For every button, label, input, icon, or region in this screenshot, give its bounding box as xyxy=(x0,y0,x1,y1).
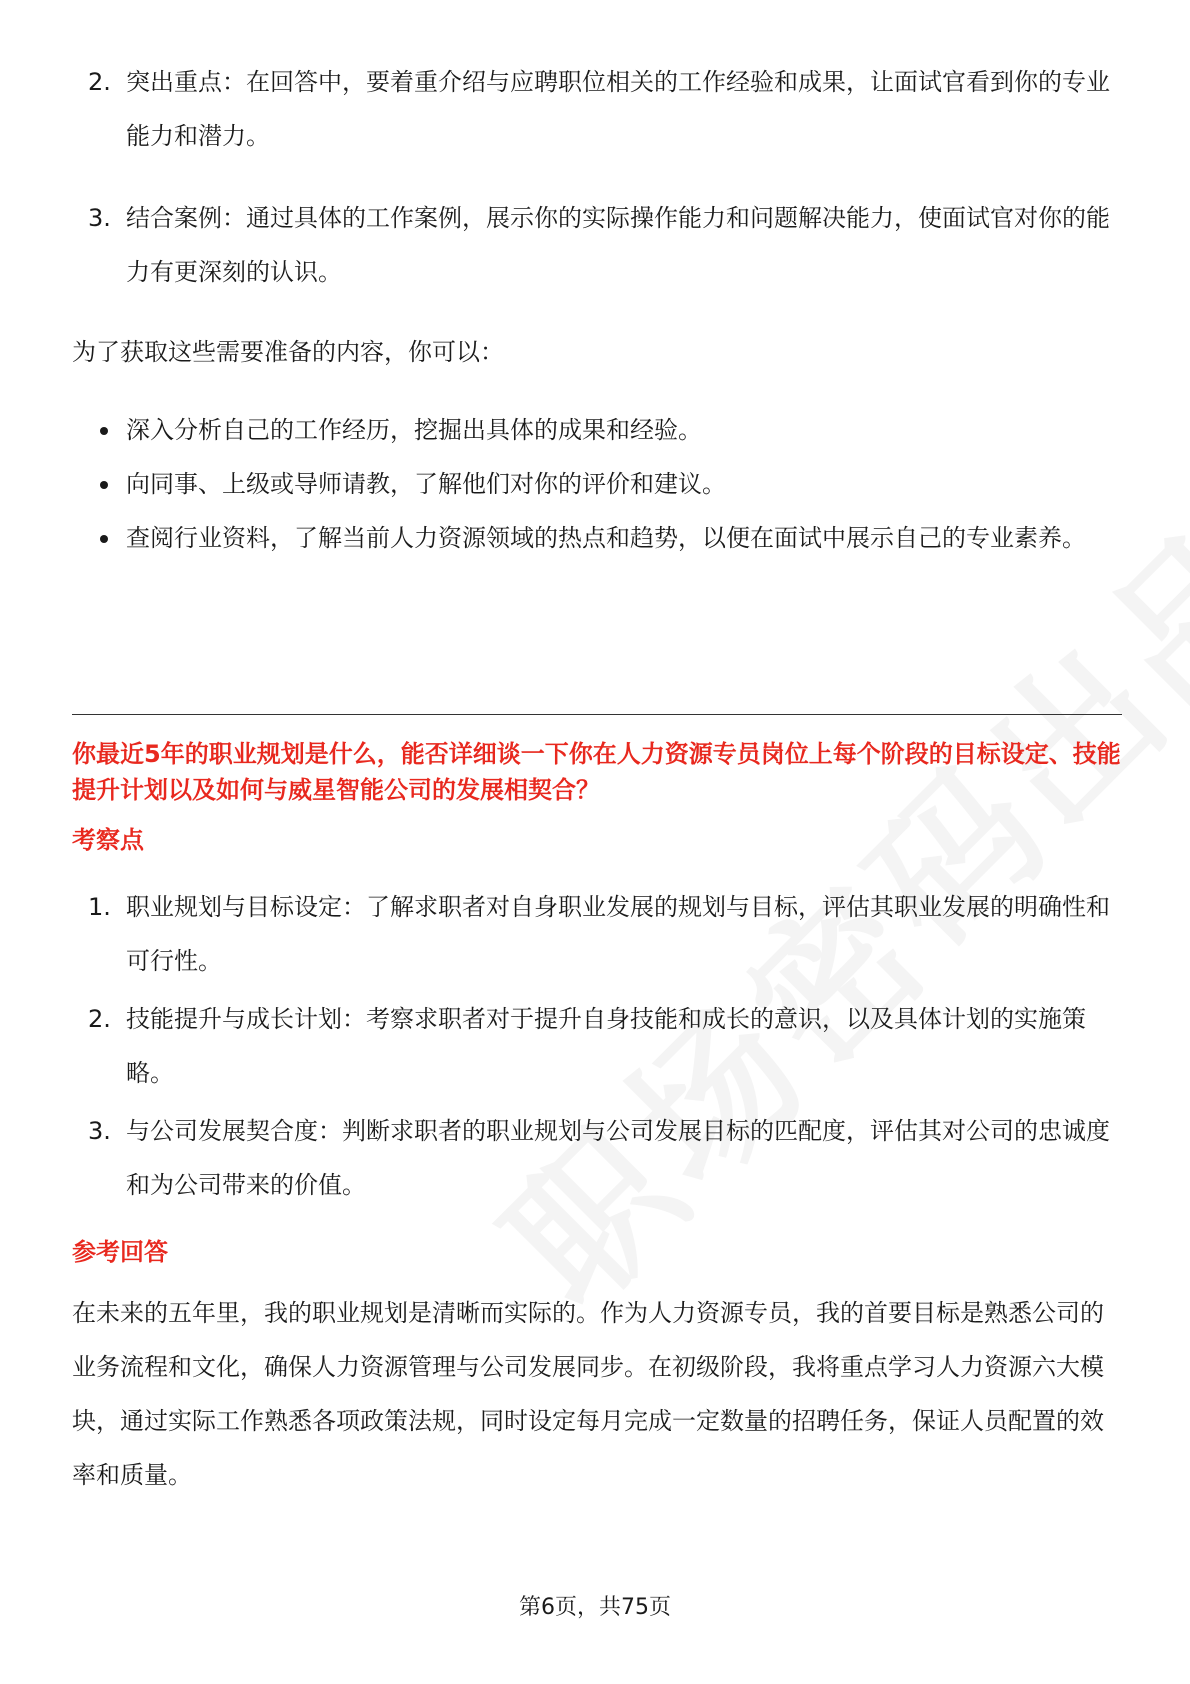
list-item: 1. 职业规划与目标设定：了解求职者对自身职业发展的规划与目标，评估其职业发展的明确性和可行性。 xyxy=(88,893,1110,975)
prep-intro: 为了获取这些需要准备的内容，你可以： xyxy=(72,338,504,366)
list-item: 2. 突出重点：在回答中，要着重介绍与应聘职位相关的工作经验和成果，让面试官看到你的专业能力和潜力。 xyxy=(88,68,1110,150)
bullet-icon xyxy=(100,481,108,489)
bullet-icon xyxy=(100,535,108,543)
prep-bullet-list xyxy=(72,403,1122,565)
answer-heading: 参考回答 xyxy=(72,1238,168,1266)
list-item: 3. 与公司发展契合度：判断求职者的职业规划与公司发展目标的匹配度，评估其对公司的忠诚度和为公司带来的价值。 xyxy=(88,1117,1110,1199)
section-divider xyxy=(72,714,1122,715)
question-title: 你最近5年的职业规划是什么，能否详细谈一下你在人力资源专员岗位上每个阶段的目标设定、技能提升计划以及如何与威星智能公司的发展相契合？ xyxy=(72,740,1121,804)
list-item: 3. 结合案例：通过具体的工作案例，展示你的实际操作能力和问题解决能力，使面试官对你的能力有更深刻的认识。 xyxy=(88,204,1110,286)
bullet-icon xyxy=(100,427,108,435)
page-number: 第6页，共75页 xyxy=(519,1595,671,1620)
list-item: 深入分析自己的工作经历，挖掘出具体的成果和经验。 xyxy=(72,403,1122,457)
answer-text: 在未来的五年里，我的职业规划是清晰而实际的。作为人力资源专员，我的首要目标是熟悉公司的业务流程和文化，确保人力资源管理与公司发展同步。在初级阶段，我将重点学习人力资源六大模块，通过实际工作熟悉各项政策法规，同时设定每月完成一定数量的招聘任务，保证人员配置的效率和质量。 xyxy=(72,1299,1104,1489)
focus-heading: 考察点 xyxy=(72,826,144,854)
list-item: 2. 技能提升与成长计划：考察求职者对于提升自身技能和成长的意识，以及具体计划的实施策略。 xyxy=(88,1005,1086,1087)
content-bottom xyxy=(72,736,1122,1502)
list-item: 向同事、上级或导师请教，了解他们对你的评价和建议。 xyxy=(72,457,1122,511)
tips-list xyxy=(72,55,1122,299)
list-item: 查阅行业资料，了解当前人力资源领域的热点和趋势，以便在面试中展示自己的专业素养。 xyxy=(72,511,1122,565)
content-top xyxy=(72,55,1122,565)
focus-list xyxy=(72,880,1122,1212)
